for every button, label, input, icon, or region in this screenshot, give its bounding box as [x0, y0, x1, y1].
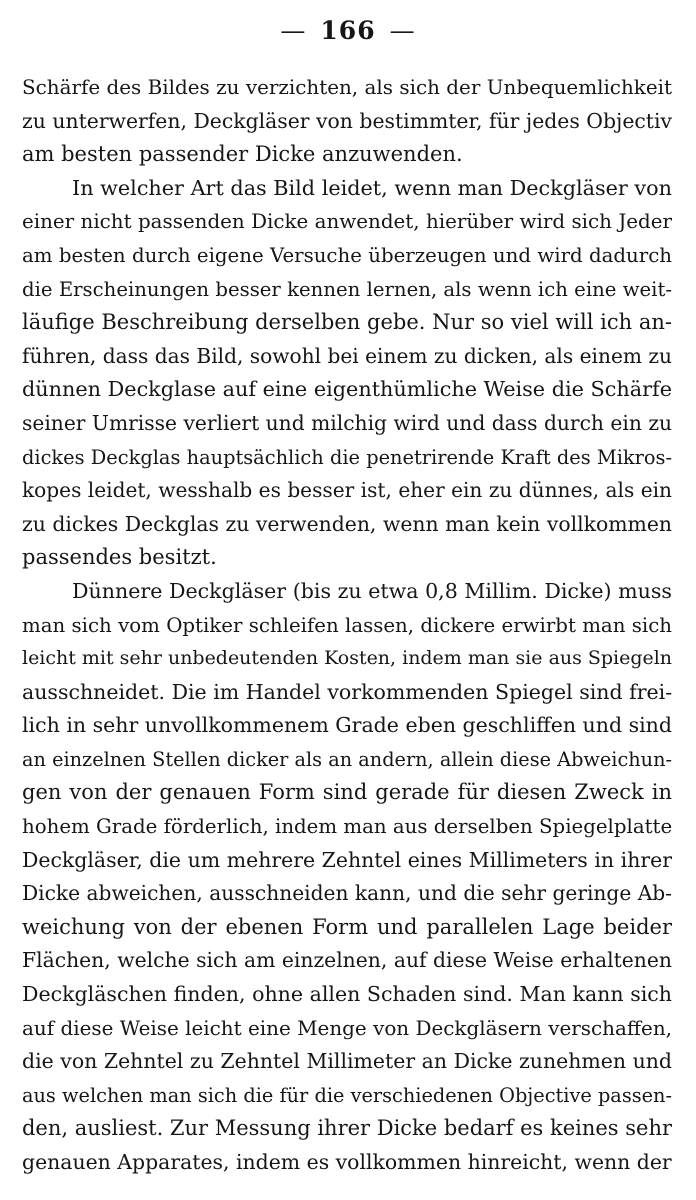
- text-line: passendes besitzt.: [22, 545, 217, 570]
- text-line: einer nicht passenden Dicke anwendet, hierüber wird sich Jeder: [22, 210, 672, 234]
- text-line: hohem Grade förderlich, indem man aus derselben Spiegelplatte: [22, 815, 672, 839]
- text-line: dickes Deckglas hauptsächlich die penetrirende Kraft des Mikros-: [22, 445, 672, 469]
- text-line: Schärfe des Bildes zu verzichten, als sich der Unbequemlichkeit: [22, 76, 672, 99]
- text-line: gen von der genauen Form sind gerade für diesen Zweck in: [22, 780, 672, 805]
- text-line: seiner Umrisse verliert und milchig wird und dass durch ein zu: [22, 410, 672, 435]
- text-line: die Erscheinungen besser kennen lernen, als wenn ich eine weit-: [22, 277, 672, 301]
- text-line: Deckgläschen finden, ohne allen Schaden sind. Man kann sich: [22, 982, 672, 1007]
- text-line: Deckgläser, die um mehrere Zehntel eines Millimeters in ihrer: [22, 847, 672, 872]
- text-line: Flächen, welche sich am einzelnen, auf diese Weise erhaltenen: [22, 948, 672, 973]
- text-line: läufige Beschreibung derselben gebe. Nur so viel will ich an-: [22, 310, 672, 335]
- text-line: ausschneidet. Die im Handel vorkommenden Spiegel sind frei-: [22, 679, 672, 704]
- page-number-dash-right: —: [389, 16, 416, 45]
- page-number-dash-left: —: [280, 16, 307, 45]
- page-number: [0, 16, 696, 46]
- text-line: lich in sehr unvollkommenem Grade eben geschliffen und sind: [22, 713, 672, 738]
- text-line: weichung von der ebenen Form und parallelen Lage beider: [22, 914, 672, 939]
- text-line: den, ausliest. Zur Messung ihrer Dicke bedarf es keines sehr: [22, 1116, 672, 1141]
- text-line: man sich vom Optiker schleifen lassen, dickere erwirbt man sich: [22, 613, 672, 637]
- text-line: leicht mit sehr unbedeutenden Kosten, indem man sie aus Spiegeln: [22, 647, 672, 670]
- text-line: genauen Apparates, indem es vollkommen hinreicht, wenn der: [22, 1150, 672, 1174]
- text-line: Dünnere Deckgläser (bis zu etwa 0,8 Millim. Dicke) muss: [72, 578, 672, 603]
- body-text: [22, 71, 672, 1180]
- text-line: am besten passender Dicke anzuwenden.: [22, 142, 463, 167]
- text-line: am besten durch eigene Versuche überzeugen und wird dadurch: [22, 243, 672, 267]
- page-number-value: 166: [320, 16, 376, 45]
- text-line: kopes leidet, wesshalb es besser ist, eher ein zu dünnes, als ein: [22, 478, 672, 503]
- text-line: zu dickes Deckglas zu verwenden, wenn man kein vollkommen: [22, 511, 672, 536]
- text-line: führen, dass das Bild, sowohl bei einem zu dicken, als einem zu: [22, 343, 672, 368]
- text-line: an einzelnen Stellen dicker als an andern, allein diese Abweichun-: [22, 747, 672, 771]
- text-line: In welcher Art das Bild leidet, wenn man Deckgläser von: [72, 175, 672, 200]
- text-line: zu unterwerfen, Deckgläser von bestimmter, für jedes Objectiv: [22, 108, 672, 133]
- text-line: Dicke abweichen, ausschneiden kann, und die sehr geringe Ab-: [22, 881, 672, 906]
- text-line: dünnen Deckglase auf eine eigenthümliche Weise die Schärfe: [22, 377, 672, 402]
- text-line: auf diese Weise leicht eine Menge von Deckgläsern verschaffen,: [22, 1016, 672, 1040]
- text-line: die von Zehntel zu Zehntel Millimeter an Dicke zunehmen und: [22, 1049, 672, 1074]
- text-line: aus welchen man sich die für die verschiedenen Objective passen-: [22, 1083, 672, 1107]
